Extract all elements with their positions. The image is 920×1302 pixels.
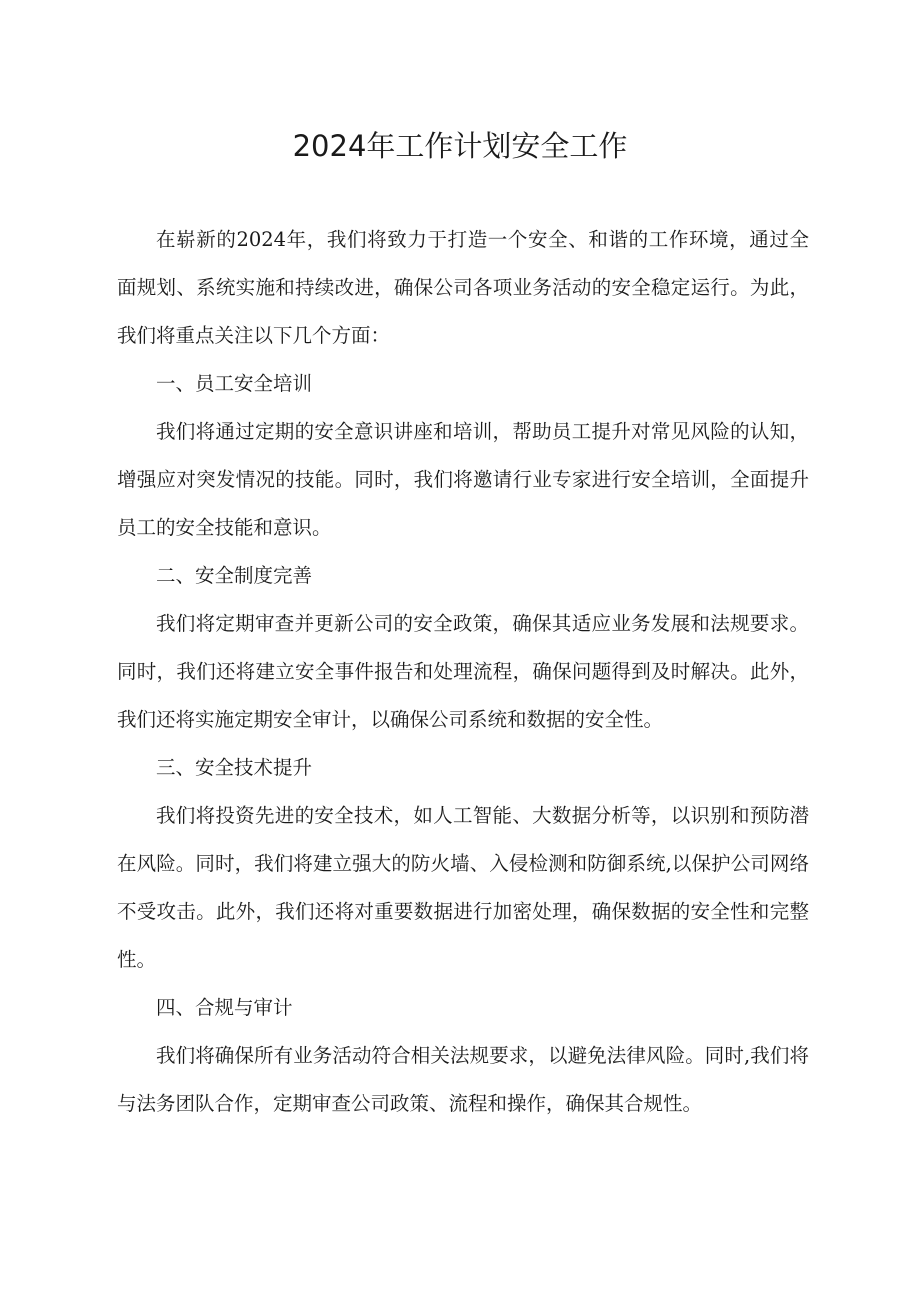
document-body <box>117 216 809 1128</box>
section-heading-policy: 二、安全制度完善 <box>156 564 313 587</box>
technology-paragraph: 我们将投资先进的安全技术，如人工智能、大数据分析等，以识别和预防潜在风险。同时，我们将建立强大的防火墙、入侵检测和防御系统,以保护公司网络不受攻击。此外，我们还将对重要数据进行加密处理，确保数据的安全性和完整性。 <box>117 804 809 971</box>
training-paragraph: 我们将通过定期的安全意识讲座和培训，帮助员工提升对常见风险的认知，增强应对突发情况的技能。同时，我们将邀请行业专家进行安全培训，全面提升员工的安全技能和意识。 <box>117 420 809 539</box>
intro-paragraph: 在崭新的2024年，我们将致力于打造一个安全、和谐的工作环境，通过全面规划、系统实施和持续改进，确保公司各项业务活动的安全稳定运行。为此，我们将重点关注以下几个方面： <box>117 228 809 347</box>
section-heading-compliance: 四、合规与审计 <box>156 996 293 1019</box>
section-heading-training: 一、员工安全培训 <box>156 372 313 395</box>
policy-paragraph: 我们将定期审查并更新公司的安全政策，确保其适应业务发展和法规要求。同时，我们还将建立安全事件报告和处理流程，确保问题得到及时解决。此外，我们还将实施定期安全审计，以确保公司系统和数据的安全性。 <box>117 612 809 731</box>
compliance-paragraph: 我们将确保所有业务活动符合相关法规要求，以避免法律风险。同时,我们将与法务团队合作，定期审查公司政策、流程和操作，确保其合规性。 <box>117 1044 809 1115</box>
section-heading-technology: 三、安全技术提升 <box>156 756 313 779</box>
document-title: 2024年工作计划安全工作 <box>292 129 628 163</box>
